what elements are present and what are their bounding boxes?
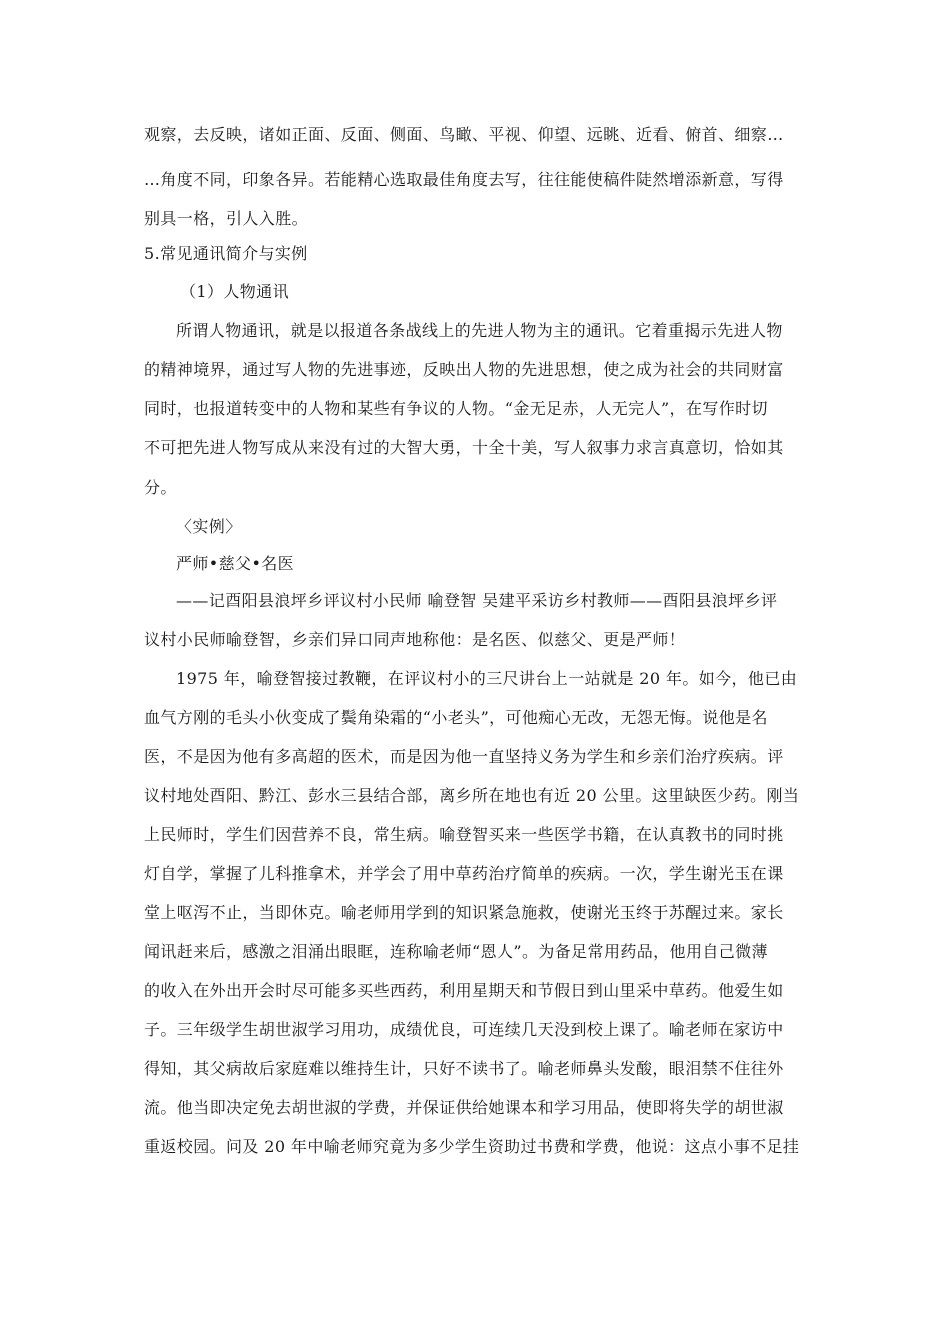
paragraph-line: 同时，也报道转变中的人物和某些有争议的人物。“金无足赤，人无完人”，在写作时切 (144, 399, 768, 418)
paragraph-line: 1975 年，喻登智接过教鞭，在评议村小的三尺讲台上一站就是 20 年。如今，他已由 (176, 669, 798, 688)
paragraph-line: 别具一格，引人入胜。 (144, 209, 309, 228)
subsection-heading: （1）人物通讯 (180, 282, 289, 301)
paragraph-line: 分。 (144, 478, 177, 497)
paragraph-line: …角度不同，印象各异。若能精心选取最佳角度去写，往往能使稿件陡然增添新意，写得 (144, 170, 784, 189)
example-label: 〈实例〉 (176, 517, 242, 536)
paragraph-line: 重返校园。问及 20 年中喻老师究竟为多少学生资助过书费和学费，他说：这点小事不足挂 (144, 1137, 800, 1156)
paragraph-line: 子。三年级学生胡世淑学习用功，成绩优良，可连续几天没到校上课了。喻老师在家访中 (144, 1020, 784, 1039)
paragraph-line: 灯自学，掌握了儿科推拿术，并学会了用中草药治疗简单的疾病。一次，学生谢光玉在课 (144, 864, 784, 883)
paragraph-line: 观察，去反映，诸如正面、反面、侧面、鸟瞰、平视、仰望、远眺、近看、俯首、细察… (144, 125, 784, 144)
paragraph-line: 不可把先进人物写成从来没有过的大智大勇，十全十美，写人叙事力求言真意切，恰如其 (144, 438, 784, 457)
paragraph-line: 的精神境界，通过写人物的先进事迹，反映出人物的先进思想，使之成为社会的共同财富 (144, 360, 784, 379)
paragraph-line: 医，不是因为他有多高超的医术，而是因为他一直坚持义务为学生和乡亲们治疗疾病。评 (144, 747, 784, 766)
paragraph-line: 得知，其父病故后家庭难以维持生计，只好不读书了。喻老师鼻头发酸，眼泪禁不住往外 (144, 1059, 784, 1078)
paragraph-line: 上民师时，学生们因营养不良，常生病。喻登智买来一些医学书籍，在认真教书的同时挑 (144, 825, 784, 844)
paragraph-line: 血气方刚的毛头小伙变成了鬓角染霜的“小老头”，可他痴心无改，无怨无悔。说他是名 (144, 708, 768, 727)
paragraph-line: 议村小民师喻登智，乡亲们异口同声地称他：是名医、似慈父、更是严师！ (144, 630, 686, 649)
section-heading: 5.常见通讯简介与实例 (144, 244, 308, 263)
paragraph-line: 闻讯赶来后，感激之泪涌出眼眶，连称喻老师“恩人”。为备足常用药品，他用自己微薄 (144, 942, 768, 961)
paragraph-line: 堂上呕泻不止，当即休克。喻老师用学到的知识紧急施救，使谢光玉终于苏醒过来。家长 (144, 903, 784, 922)
article-subtitle: ——记酉阳县浪坪乡评议村小民师 喻登智 吴建平采访乡村教师——酉阳县浪坪乡评 (176, 591, 778, 610)
paragraph-line: 的收入在外出开会时尽可能多买些西药，利用星期天和节假日到山里采中草药。他爱生如 (144, 981, 784, 1000)
article-title: 严师•慈父•名医 (176, 554, 295, 573)
paragraph-line: 流。他当即决定免去胡世淑的学费，并保证供给她课本和学习用品，使即将失学的胡世淑 (144, 1098, 784, 1117)
paragraph-line: 所谓人物通讯，就是以报道各条战线上的先进人物为主的通讯。它着重揭示先进人物 (176, 321, 783, 340)
paragraph-line: 议村地处酉阳、黔江、彭水三县结合部，离乡所在地也有近 20 公里。这里缺医少药。刚当 (144, 786, 800, 805)
